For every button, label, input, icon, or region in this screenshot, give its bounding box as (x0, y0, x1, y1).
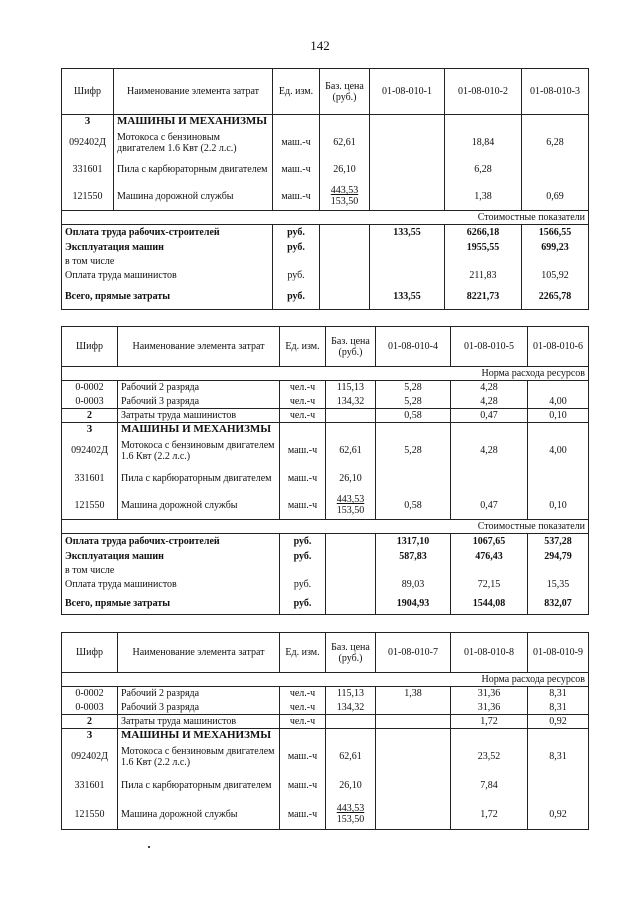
row-code: 121550 (62, 183, 114, 211)
row-code: 2 (62, 714, 118, 728)
price-numerator: 443,53 (336, 494, 365, 506)
row-unit: чел.-ч (280, 395, 326, 409)
row-price: 115,13 (326, 381, 376, 395)
cost-label: Оплата труда рабочих-строителей (62, 225, 273, 241)
col-norm-9-header: 01-08-010-9 (528, 633, 589, 673)
col-norm-1-header: 01-08-010-1 (370, 69, 445, 115)
cost-value: 6266,18 (445, 225, 522, 241)
row-name: Машина дорожной службы (114, 183, 273, 211)
row-price: 26,10 (326, 466, 376, 492)
cost-label: Оплата труда машинистов (62, 268, 273, 284)
row-name: Рабочий 2 разряда (118, 687, 280, 701)
table-row (62, 157, 589, 183)
row-value (376, 714, 451, 728)
row-value: 0,92 (528, 714, 589, 728)
row-value: 8,31 (528, 687, 589, 701)
cost-value: 8221,73 (445, 284, 522, 310)
cost-value: 1955,55 (445, 241, 522, 255)
cost-value: 105,92 (522, 268, 589, 284)
cost-header: Стоимостные показатели (62, 211, 589, 225)
cost-value (370, 268, 445, 284)
cost-row-machines (62, 550, 589, 564)
row-unit: чел.-ч (280, 408, 326, 422)
table-row (62, 742, 589, 772)
cost-label: Оплата труда рабочих-строителей (62, 534, 280, 550)
row-unit: маш.-ч (273, 129, 320, 157)
row-value: 1,72 (451, 800, 528, 830)
cost-value: 133,55 (370, 284, 445, 310)
norm-header-row (62, 673, 589, 687)
row-value: 31,36 (451, 687, 528, 701)
cost-label: в том числе (62, 564, 280, 577)
cost-value: 2265,78 (522, 284, 589, 310)
cost-row-operators (62, 577, 589, 593)
row-value: 0,92 (528, 800, 589, 830)
section-code: 3 (62, 422, 118, 436)
cost-value: 1566,55 (522, 225, 589, 241)
cost-value: 1067,65 (451, 534, 528, 550)
row-value: 0,10 (528, 408, 589, 422)
cost-row-labor (62, 225, 589, 241)
row-name: Машина дорожной службы (118, 800, 280, 830)
table-row (62, 800, 589, 830)
row-unit: маш.-ч (280, 436, 326, 466)
row-value: 6,28 (522, 129, 589, 157)
row-name: Пила с карбюраторным двигателем (118, 466, 280, 492)
cost-header-row (62, 520, 589, 534)
row-price: 62,61 (320, 129, 370, 157)
row-value: 18,84 (445, 129, 522, 157)
row-unit: чел.-ч (280, 687, 326, 701)
col-unit-header: Ед. изм. (280, 633, 326, 673)
cost-value (370, 241, 445, 255)
cost-value: 72,15 (451, 577, 528, 593)
row-value: 0,47 (451, 408, 528, 422)
cost-row-operators (62, 268, 589, 284)
cost-label: Всего, прямые затраты (62, 284, 273, 310)
page-number: 142 (310, 38, 330, 53)
row-code: 092402Д (62, 129, 114, 157)
cost-value: 476,43 (451, 550, 528, 564)
table-row (62, 395, 589, 409)
row-name: Рабочий 2 разряда (118, 381, 280, 395)
resource-table-1 (61, 68, 589, 310)
cost-unit: руб. (280, 593, 326, 615)
row-value: 4,00 (528, 395, 589, 409)
row-value (376, 701, 451, 715)
row-value (370, 183, 445, 211)
row-value (376, 800, 451, 830)
cost-value: 89,03 (376, 577, 451, 593)
cost-unit: руб. (273, 268, 320, 284)
col-name-header: Наименование элемента затрат (114, 69, 273, 115)
row-code: 2 (62, 408, 118, 422)
cost-value: 832,07 (528, 593, 589, 615)
row-value: 4,28 (451, 395, 528, 409)
row-code: 331601 (62, 466, 118, 492)
cost-value: 1544,08 (451, 593, 528, 615)
row-unit: чел.-ч (280, 381, 326, 395)
row-value: 5,28 (376, 436, 451, 466)
row-value: 8,31 (528, 742, 589, 772)
table-row (62, 687, 589, 701)
cost-label: Оплата труда машинистов (62, 577, 280, 593)
col-norm-3-header: 01-08-010-3 (522, 69, 589, 115)
row-unit: маш.-ч (280, 492, 326, 520)
row-value (451, 466, 528, 492)
section-title: МАШИНЫ И МЕХАНИЗМЫ (118, 422, 280, 436)
row-value: 7,84 (451, 772, 528, 800)
cost-header-row (62, 211, 589, 225)
table-row (62, 183, 589, 211)
section-title: МАШИНЫ И МЕХАНИЗМЫ (118, 728, 280, 742)
section-code: 3 (62, 115, 114, 129)
col-norm-6-header: 01-08-010-6 (528, 327, 589, 367)
section-code: 3 (62, 728, 118, 742)
row-code: 0-0003 (62, 395, 118, 409)
row-value: 0,69 (522, 183, 589, 211)
row-price (326, 408, 376, 422)
row-name: Затраты труда машинистов (118, 714, 280, 728)
cost-unit: руб. (280, 550, 326, 564)
row-name: Машина дорожной службы (118, 492, 280, 520)
row-price (326, 492, 376, 520)
row-value (528, 466, 589, 492)
row-price: 26,10 (320, 157, 370, 183)
row-code: 092402Д (62, 436, 118, 466)
cost-unit: руб. (273, 284, 320, 310)
row-value: 31,36 (451, 701, 528, 715)
col-price-header: Баз. цена (руб.) (326, 327, 376, 367)
price-denominator: 153,50 (330, 196, 359, 208)
col-code-header: Шифр (62, 69, 114, 115)
cost-value: 537,28 (528, 534, 589, 550)
cost-label: Всего, прямые затраты (62, 593, 280, 615)
cost-row-machines (62, 241, 589, 255)
row-name: Мотокоса с бензиновым двигателем 1.6 Квт (2.2 л.с.) (118, 742, 280, 772)
resource-table-3 (61, 632, 589, 830)
row-price: 26,10 (326, 772, 376, 800)
cost-value: 133,55 (370, 225, 445, 241)
cost-unit: руб. (280, 577, 326, 593)
row-value (376, 466, 451, 492)
cost-value: 699,23 (522, 241, 589, 255)
row-value: 5,28 (376, 381, 451, 395)
row-value: 5,28 (376, 395, 451, 409)
table-row (62, 129, 589, 157)
col-code-header: Шифр (62, 327, 118, 367)
resource-table-2 (61, 326, 589, 615)
col-unit-header: Ед. изм. (280, 327, 326, 367)
row-unit: маш.-ч (273, 157, 320, 183)
row-code: 0-0002 (62, 687, 118, 701)
cost-value: 294,79 (528, 550, 589, 564)
table-row (62, 466, 589, 492)
col-name-header: Наименование элемента затрат (118, 327, 280, 367)
row-unit: маш.-ч (280, 772, 326, 800)
row-unit: чел.-ч (280, 714, 326, 728)
row-code: 092402Д (62, 742, 118, 772)
price-numerator: 443,53 (336, 803, 365, 815)
table-row (62, 381, 589, 395)
row-value: 1,38 (376, 687, 451, 701)
section-row (62, 115, 589, 129)
row-name: Пила с карбюраторным двигателем (114, 157, 273, 183)
row-price: 115,13 (326, 687, 376, 701)
row-price (326, 714, 376, 728)
row-value: 4,28 (451, 436, 528, 466)
col-price-header: Баз. цена (руб.) (320, 69, 370, 115)
row-price: 62,61 (326, 436, 376, 466)
col-norm-2-header: 01-08-010-2 (445, 69, 522, 115)
cost-unit: руб. (273, 225, 320, 241)
row-code: 0-0002 (62, 381, 118, 395)
cost-unit: руб. (273, 241, 320, 255)
cost-unit: руб. (280, 534, 326, 550)
col-unit-header: Ед. изм. (273, 69, 320, 115)
col-norm-8-header: 01-08-010-8 (451, 633, 528, 673)
table-row (62, 436, 589, 466)
cost-value: 211,83 (445, 268, 522, 284)
cost-row-total (62, 593, 589, 615)
row-value (376, 772, 451, 800)
col-norm-5-header: 01-08-010-5 (451, 327, 528, 367)
row-name: Пила с карбюраторным двигателем (118, 772, 280, 800)
row-value: 0,47 (451, 492, 528, 520)
row-code: 331601 (62, 157, 114, 183)
table-row-operators (62, 714, 589, 728)
row-price (326, 800, 376, 830)
row-value: 0,58 (376, 492, 451, 520)
row-value: 8,31 (528, 701, 589, 715)
section-row (62, 422, 589, 436)
cost-row-incl (62, 564, 589, 577)
row-value (376, 742, 451, 772)
row-value (370, 157, 445, 183)
row-unit: маш.-ч (280, 466, 326, 492)
table-row-operators (62, 408, 589, 422)
row-unit: чел.-ч (280, 701, 326, 715)
cost-row-incl (62, 255, 589, 268)
cost-label: Эксплуатация машин (62, 241, 273, 255)
row-value: 1,38 (445, 183, 522, 211)
row-value: 6,28 (445, 157, 522, 183)
row-value: 0,10 (528, 492, 589, 520)
table-row (62, 492, 589, 520)
row-unit: маш.-ч (273, 183, 320, 211)
cost-row-total (62, 284, 589, 310)
col-code-header: Шифр (62, 633, 118, 673)
section-row (62, 728, 589, 742)
row-name: Рабочий 3 разряда (118, 701, 280, 715)
cost-label: в том числе (62, 255, 273, 268)
row-value: 4,28 (451, 381, 528, 395)
cost-row-labor (62, 534, 589, 550)
table-header-row (62, 327, 589, 367)
row-name: Рабочий 3 разряда (118, 395, 280, 409)
cost-value: 1904,93 (376, 593, 451, 615)
col-name-header: Наименование элемента затрат (118, 633, 280, 673)
row-value (528, 772, 589, 800)
row-value: 4,00 (528, 436, 589, 466)
price-numerator: 443,53 (330, 185, 359, 197)
row-price: 62,61 (326, 742, 376, 772)
row-code: 121550 (62, 492, 118, 520)
row-value (522, 157, 589, 183)
scan-speck (148, 846, 150, 848)
table-header-row (62, 69, 589, 115)
norm-header: Норма расхода ресурсов (62, 367, 589, 381)
row-value: 1,72 (451, 714, 528, 728)
row-price: 134,32 (326, 701, 376, 715)
table-row (62, 772, 589, 800)
col-norm-7-header: 01-08-010-7 (376, 633, 451, 673)
cost-value: 587,83 (376, 550, 451, 564)
row-name: Затраты труда машинистов (118, 408, 280, 422)
cost-value: 15,35 (528, 577, 589, 593)
table-row (62, 701, 589, 715)
row-value: 23,52 (451, 742, 528, 772)
table-header-row (62, 633, 589, 673)
col-norm-4-header: 01-08-010-4 (376, 327, 451, 367)
row-code: 331601 (62, 772, 118, 800)
price-denominator: 153,50 (336, 814, 365, 826)
row-unit: маш.-ч (280, 800, 326, 830)
norm-header: Норма расхода ресурсов (62, 673, 589, 687)
row-value: 0,58 (376, 408, 451, 422)
row-price (320, 183, 370, 211)
row-price: 134,32 (326, 395, 376, 409)
row-name: Мотокоса с бензиновым двигателем 1.6 Квт (2.2 л.с.) (114, 129, 273, 157)
section-title: МАШИНЫ И МЕХАНИЗМЫ (114, 115, 273, 129)
cost-value: 1317,10 (376, 534, 451, 550)
norm-header-row (62, 367, 589, 381)
row-value (528, 381, 589, 395)
row-code: 121550 (62, 800, 118, 830)
price-denominator: 153,50 (336, 505, 365, 517)
cost-label: Эксплуатация машин (62, 550, 280, 564)
col-price-header: Баз. цена (руб.) (326, 633, 376, 673)
row-code: 0-0003 (62, 701, 118, 715)
cost-header: Стоимостные показатели (62, 520, 589, 534)
row-unit: маш.-ч (280, 742, 326, 772)
row-value (370, 129, 445, 157)
row-name: Мотокоса с бензиновым двигателем 1.6 Квт (2.2 л.с.) (118, 436, 280, 466)
